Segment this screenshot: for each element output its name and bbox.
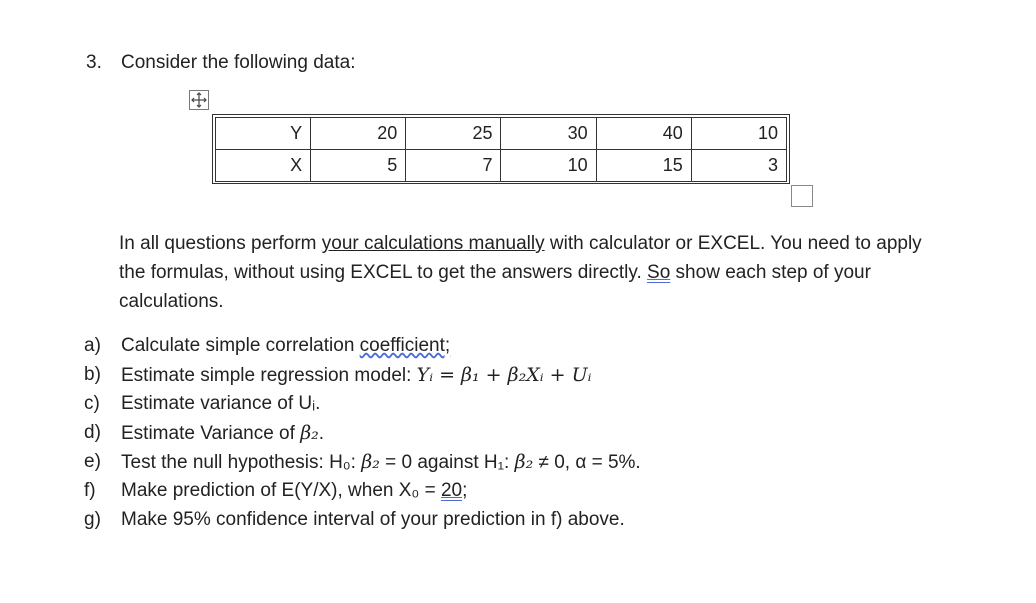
- item-spellcheck-text: coefficient;: [359, 335, 451, 356]
- question-title: Consider the following data:: [121, 52, 356, 73]
- item-text: Estimate variance of Uᵢ.: [121, 393, 321, 414]
- move-arrows-icon: [190, 91, 208, 109]
- table-resize-handle[interactable]: [791, 185, 813, 207]
- item-e: [121, 451, 641, 474]
- table-cell[interactable]: 5: [311, 150, 406, 182]
- item-text: Estimate simple regression model:: [121, 365, 417, 386]
- item-text: Make prediction of E(Y/X), when X₀ =: [121, 480, 441, 501]
- table-cell[interactable]: 30: [501, 118, 596, 150]
- table-cell[interactable]: 3: [691, 150, 786, 182]
- table-move-handle[interactable]: [189, 90, 209, 110]
- item-label: b): [84, 364, 101, 385]
- item-b: [121, 364, 591, 387]
- item-text: ≠ 0, α = 5%.: [533, 452, 641, 473]
- instructions-underlined-text: your calculations manually: [321, 233, 545, 254]
- item-c: [121, 393, 320, 415]
- instructions-so-text: So: [647, 262, 671, 283]
- item-text: = 0 against H₁:: [379, 452, 515, 473]
- item-f: [121, 480, 467, 502]
- item-text: Make 95% confidence interval of your prediction in f) above.: [121, 509, 625, 530]
- table-cell[interactable]: 10: [501, 150, 596, 182]
- data-table-frame: [212, 114, 790, 184]
- item-g: [121, 509, 625, 531]
- item-label: f): [84, 480, 96, 501]
- item-text: .: [318, 423, 325, 444]
- item-text: Calculate simple correlation: [121, 335, 360, 356]
- regression-equation: Yᵢ = β₁ + β₂Xᵢ + Uᵢ: [416, 364, 592, 386]
- item-label: d): [84, 422, 101, 443]
- item-label: g): [84, 509, 101, 530]
- table-cell[interactable]: 7: [406, 150, 501, 182]
- item-text: Test the null hypothesis: H₀:: [121, 452, 362, 473]
- item-text: Estimate Variance of: [121, 423, 301, 444]
- beta-symbol: β₂: [300, 422, 319, 444]
- table-cell[interactable]: 25: [406, 118, 501, 150]
- question-number: 3.: [86, 52, 102, 73]
- instructions-text: In all questions perform: [119, 233, 322, 254]
- table-cell[interactable]: 10: [691, 118, 786, 150]
- instructions-text: show each step of your calculations.: [119, 262, 871, 312]
- item-label: c): [84, 393, 100, 414]
- instructions-paragraph: [119, 229, 949, 316]
- item-d: [121, 422, 324, 445]
- beta-symbol: β₂: [514, 451, 534, 473]
- data-table: [215, 117, 787, 182]
- instructions-text: with calculator or EXCEL. You need to apply the formulas, without using EXCEL to get the answers directly.: [119, 233, 922, 283]
- item-a: [121, 335, 450, 357]
- table-row-x: [216, 150, 787, 182]
- item-label: e): [84, 451, 101, 472]
- item-spellcheck-text: 20;: [440, 480, 468, 501]
- table-cell[interactable]: Y: [216, 118, 311, 150]
- table-cell[interactable]: 20: [311, 118, 406, 150]
- table-cell[interactable]: X: [216, 150, 311, 182]
- item-label: a): [84, 335, 101, 356]
- beta-symbol: β₂: [361, 451, 380, 473]
- table-cell[interactable]: 40: [596, 118, 691, 150]
- table-row-y: [216, 118, 787, 150]
- table-cell[interactable]: 15: [596, 150, 691, 182]
